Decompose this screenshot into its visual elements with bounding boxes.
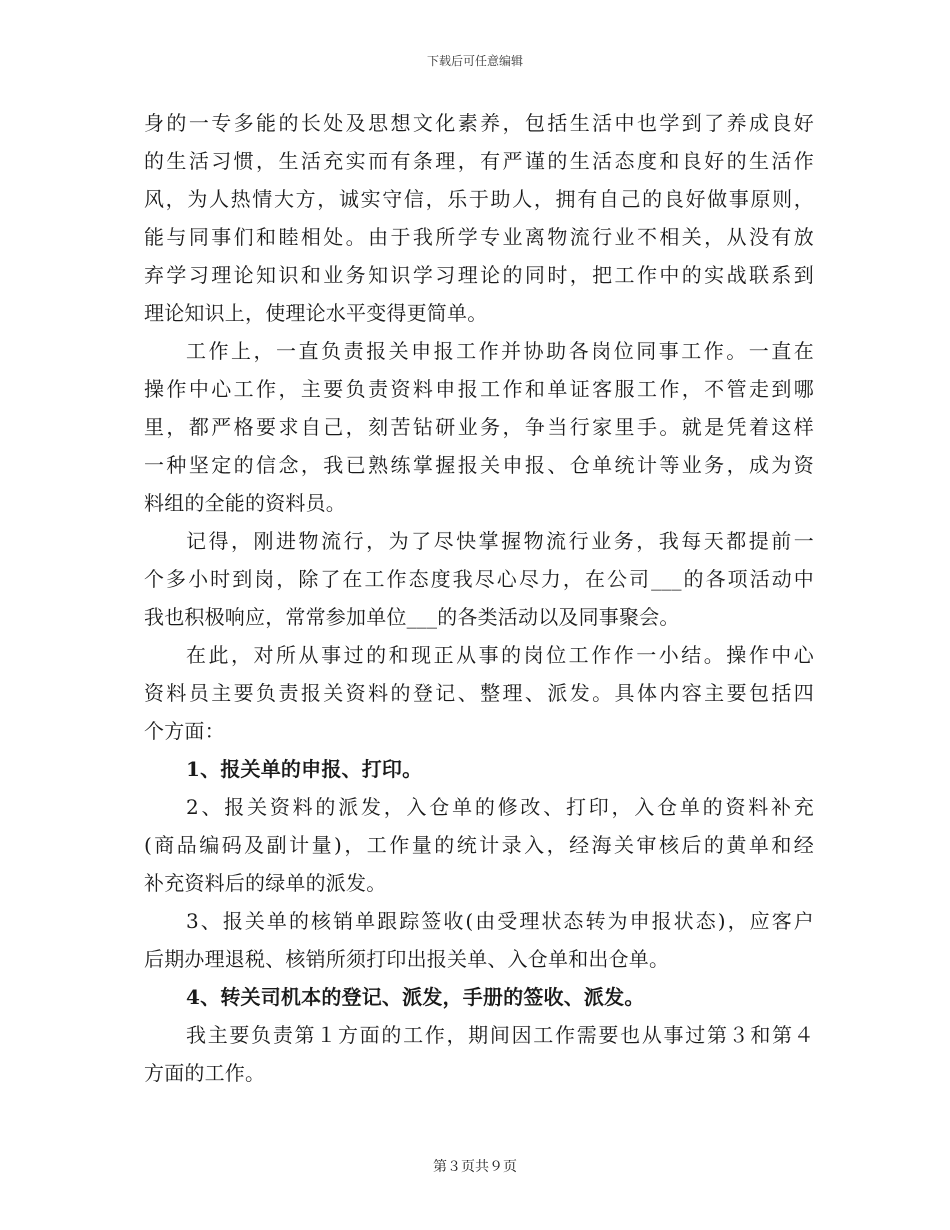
text-line: 资料员主要负责报关资料的登记、整理、派发。具体内容主要包括四 xyxy=(144,681,814,705)
text-line: 方面的工作。 xyxy=(144,1061,266,1085)
text-line: 在此，对所从事过的和现正从事的岗位工作作一小结。操作中心 xyxy=(186,643,814,667)
text-line: 2、报关资料的派发，入仓单的修改、打印，入仓单的资料补充 xyxy=(186,795,814,819)
text-line: 能与同事们和睦相处。由于我所学专业离物流行业不相关，从没有放 xyxy=(144,225,814,249)
text-line: 1、报关单的申报、打印。 xyxy=(186,757,423,781)
text-line: 4、转关司机本的登记、派发，手册的签收、派发。 xyxy=(186,985,645,1009)
text-line: 里，都严格要求自己，刻苦钻研业务，争当行家里手。就是凭着这样 xyxy=(144,415,814,439)
text-line: 记得，刚进物流行，为了尽快掌握物流行业务，我每天都提前一 xyxy=(186,529,814,553)
text-line: 身的一专多能的长处及思想文化素养，包括生活中也学到了养成良好 xyxy=(144,111,814,135)
text-line: 3、报关单的核销单跟踪签收(由受理状态转为申报状态)，应客户 xyxy=(186,909,814,933)
page-footer: 第３页共９页 xyxy=(433,1159,517,1175)
text-line: 弃学习理论知识和业务知识学习理论的同时，把工作中的实战联系到 xyxy=(144,263,814,287)
text-line: 操作中心工作，主要负责资料申报工作和单证客服工作，不管走到哪 xyxy=(144,377,814,401)
text-line: 我也积极响应，常常参加单位___的各类活动以及同事聚会。 xyxy=(144,605,680,629)
text-line: 后期办理退税、核销所须打印出报关单、入仓单和出仓单。 xyxy=(144,947,670,971)
text-line: 个多小时到岗，除了在工作态度我尽心尽力，在公司___的各项活动中 xyxy=(144,567,814,591)
text-line: 风，为人热情大方，诚实守信，乐于助人，拥有自己的良好做事原则， xyxy=(144,187,814,211)
text-line: 理论知识上，使理论水平变得更简单。 xyxy=(144,301,488,325)
text-line: 我主要负责第１方面的工作，期间因工作需要也从事过第３和第４ xyxy=(186,1023,814,1047)
text-line: 工作上，一直负责报关申报工作并协助各岗位同事工作。一直在 xyxy=(186,339,814,363)
text-line: (商品编码及副计量)，工作量的统计录入，经海关审核后的黄单和经 xyxy=(144,833,814,857)
text-line: 的生活习惯，生活充实而有条理，有严谨的生活态度和良好的生活作 xyxy=(144,149,814,173)
document-body xyxy=(144,104,814,1092)
text-line: 一种坚定的信念，我已熟练掌握报关申报、仓单统计等业务，成为资 xyxy=(144,453,814,477)
text-line: 个方面： xyxy=(144,719,225,743)
text-line: 料组的全能的资料员。 xyxy=(144,491,346,515)
text-line: 补充资料后的绿单的派发。 xyxy=(144,871,387,895)
page-header: 下载后可任意编辑 xyxy=(426,54,523,68)
